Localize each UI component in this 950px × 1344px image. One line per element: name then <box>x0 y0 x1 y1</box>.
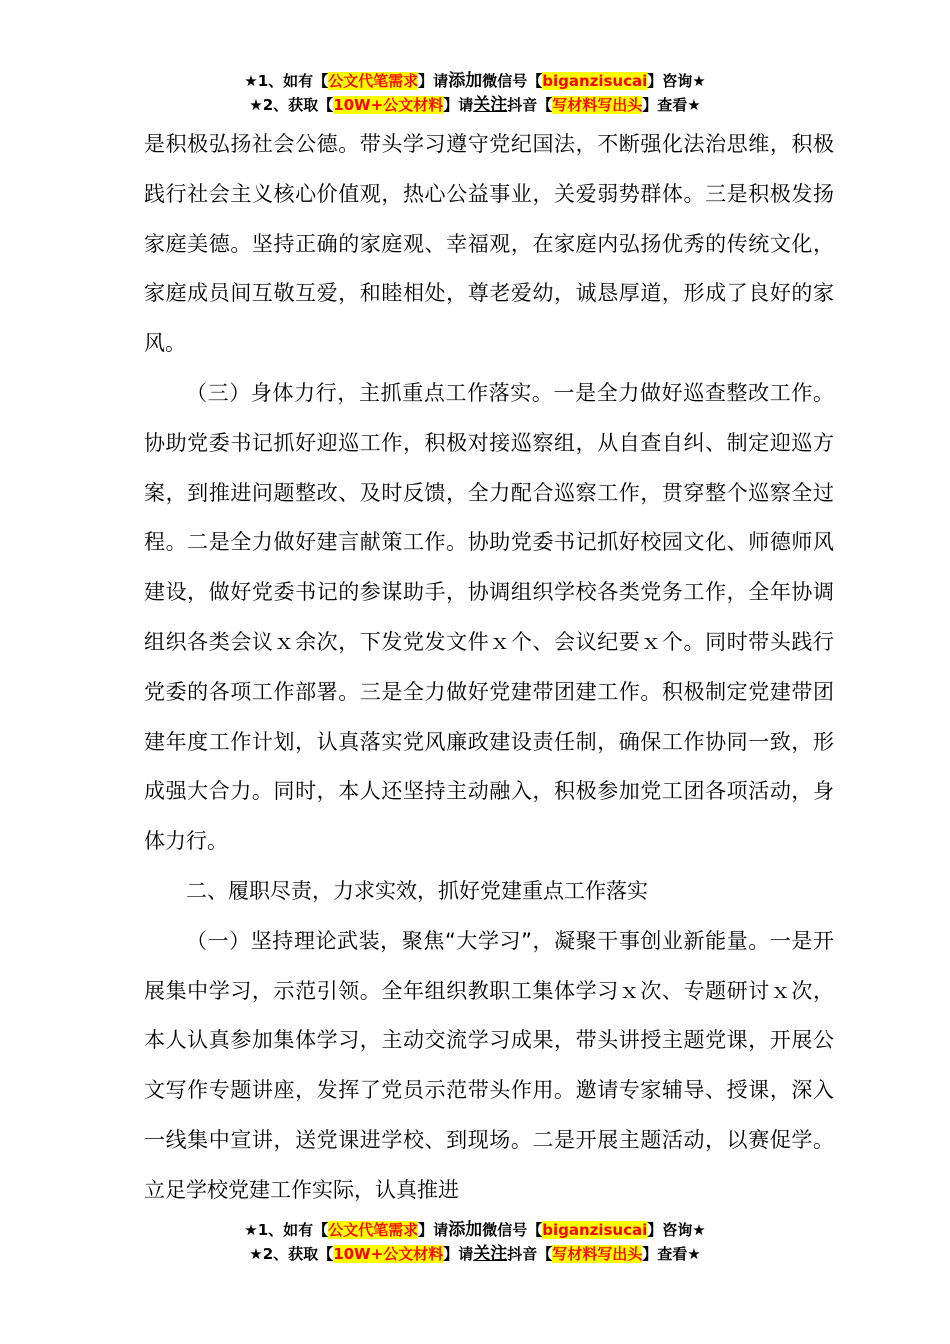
banner-text: 】咨询★ <box>647 1221 706 1239</box>
paragraph: 是积极弘扬社会公德。带头学习遵守党纪国法，不断强化法治思维，积极践行社会主义核心价值观，热心公益事业，关爱弱势群体。三是积极发扬家庭美德。坚持正确的家庭观、幸福观，在家庭内弘扬优秀的传统文化，家庭成员间互敬互爱，和睦相处，尊老爱幼，诚恳厚道，形成了良好的家风。 <box>144 132 834 356</box>
banner-douyin-id: 写材料写出头 <box>552 1245 643 1263</box>
section-heading: 二、履职尽责，力求实效，抓好党建重点工作落实 <box>186 878 648 903</box>
banner-emphasis: 添加 <box>448 71 483 91</box>
banner-highlight: 10W+公文材料 <box>333 96 444 114</box>
banner-text: ★2、获取【 <box>249 96 334 114</box>
banner-highlight: 公文代笔需求 <box>328 1221 419 1239</box>
banner-text: 】请 <box>443 96 474 114</box>
banner-text: 】查看★ <box>642 96 701 114</box>
banner-highlight: 10W+公文材料 <box>333 1245 444 1263</box>
banner-line-1 <box>0 69 950 93</box>
banner-text: ★2、获取【 <box>249 1245 334 1263</box>
document-body <box>144 120 834 1216</box>
banner-text: 】查看★ <box>642 1245 701 1263</box>
banner-text: 】请 <box>418 1221 449 1239</box>
banner-line-2 <box>0 1242 950 1266</box>
banner-emphasis: 关注 <box>473 95 508 115</box>
paragraph: （一）坚持理论武装，聚焦“大学习”，凝聚干事创业新能量。一是开展集中学习，示范引领。全年组织教职工集体学习ｘ次、专题研讨ｘ次，本人认真参加集体学习，主动交流学习成果，带头讲授主题党课，开展公文写作专题讲座，发挥了党员示范带头作用。邀请专家辅导、授课，深入一线集中宣讲，送党课进学校、到现场。二是开展主题活动，以赛促学。立足学校党建工作实际，认真推进 <box>144 928 834 1202</box>
banner-text: ★1、如有【 <box>244 1221 329 1239</box>
banner-text: 】咨询★ <box>647 72 706 90</box>
banner-text: 抖音【 <box>507 1245 553 1263</box>
banner-text: 抖音【 <box>507 96 553 114</box>
banner-emphasis: 添加 <box>448 1220 483 1240</box>
banner-douyin-id: 写材料写出头 <box>552 96 643 114</box>
footer-banner <box>0 1218 950 1266</box>
banner-text: ★1、如有【 <box>244 72 329 90</box>
banner-line-2 <box>0 93 950 117</box>
banner-text: 微信号【 <box>482 1221 543 1239</box>
banner-text: 】请 <box>418 72 449 90</box>
header-banner <box>0 69 950 117</box>
banner-wechat-id: biganzisucai <box>542 1221 648 1239</box>
banner-wechat-id: biganzisucai <box>542 72 648 90</box>
banner-text: 微信号【 <box>482 72 543 90</box>
banner-emphasis: 关注 <box>473 1244 508 1264</box>
paragraph: （三）身体力行，主抓重点工作落实。一是全力做好巡查整改工作。协助党委书记抓好迎巡工作，积极对接巡察组，从自查自纠、制定迎巡方案，到推进问题整改、及时反馈，全力配合巡察工作，贯穿整个巡察全过程。二是全力做好建言献策工作。协助党委书记抓好校园文化、师德师风建设，做好党委书记的参谋助手，协调组织学校各类党务工作，全年协调组织各类会议ｘ余次，下发党发文件ｘ个、会议纪要ｘ个。同时带头践行党委的各项工作部署。三是全力做好党建带团建工作。积极制定党建带团建年度工作计划，认真落实党风廉政建设责任制，确保工作协同一致，形成强大合力。同时，本人还坚持主动融入，积极参加党工团各项活动，身体力行。 <box>144 380 834 854</box>
banner-highlight: 公文代笔需求 <box>328 72 419 90</box>
banner-text: 】请 <box>443 1245 474 1263</box>
banner-line-1 <box>0 1218 950 1242</box>
